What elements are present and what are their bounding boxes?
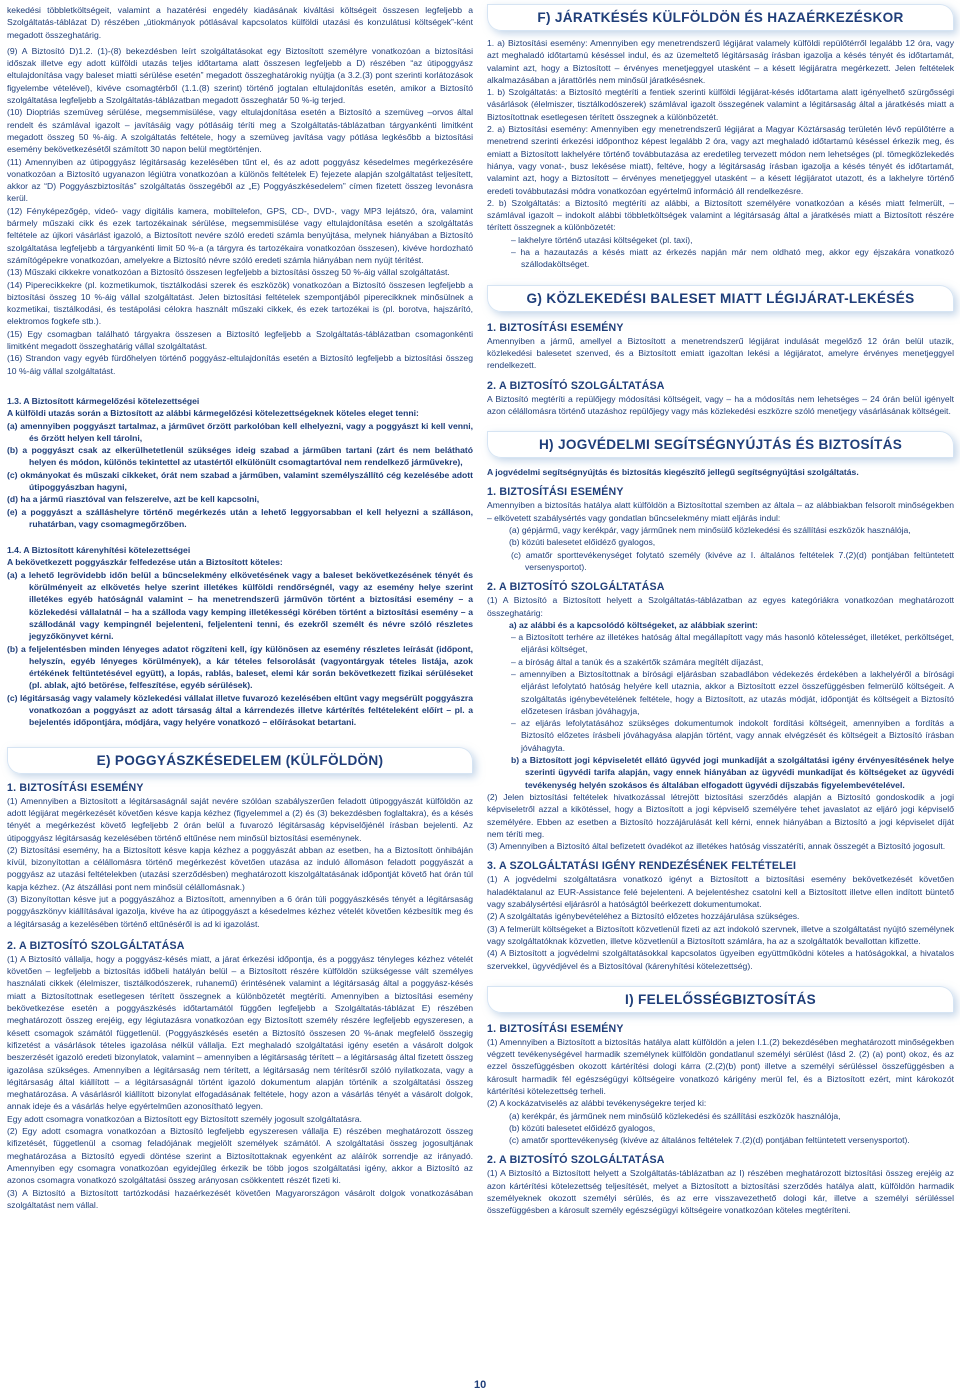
i1-lead: (1) Amennyiben a Biztosított a biztosítás hatálya alatt külföldön a jelen I.1.(2) bekezdésében meghatározott minőségekben végzett tevékenységével harmadik személynek külföldön gondatlanul személyi sérülést (lásd 2. (2) (a) pont) okoz, és az ezzel összefüggésben okozott kártérítési dologi kárra (2.(2)(b) pont) illetve a személyi sérüléssel összefüggésben a károsult harmadik fél egészségügyi költségeire vonatkozó kárigény merül fel, és a Biztosított ezért, mint károkozót kártérítési kötelezettség terheli. [487,1036,954,1096]
e1-heading: 1. BIZTOSÍTÁSI ESEMÉNY [7,781,144,794]
g1-heading: 1. BIZTOSÍTÁSI ESEMÉNY [487,321,624,334]
h3-para-3: (3) A felmerült költségeket a Biztosított közvetlenül fizeti az azt indokoló szervnek, illetve a szolgáltatást nyújtó személynek vagy szolgáltatóknak közvetlen, illetve közvetlenül a Biztosított számlára, ha az a szolgáltatók bevallottan kifizette. [487,923,954,946]
g1-text: Amennyiben a jármű, amellyel a Biztosított a menetrendszerű légijárat indulását megelőző 12 órán belül utazik, közlekedési balesetet szenved, és a Biztosított emiatt igazoltan lekési a légijáratot, amelyre érvényes menetjeggyel rendelkezett. [487,335,954,371]
h2-b: b) a Biztosított jogi képviseletét ellátó ügyvéd jogi munkadíját a szolgáltatási igény érvényesítésének helye szerinti ügyvédi tarifa alapján, vagy ennek hiányában az ügyvédi munkadíjat és költségeket az ügyvédi tevékenység helyén szokásos és általában elfogadott ügyvédi díjszabás figyelembevételével. [511,755,954,790]
dash-item: – ha a hazautazás a késés miatt az érkezés napján már nem oldható meg, akkor egy éjszakára vonatkozó szállodaköltséget. [511,247,954,270]
section-i-banner: I) FELELŐSSÉGBIZTOSÍTÁS [487,986,954,1013]
rule-11: (11) Amennyiben az útipoggyász légitársaság kezelésében tűnt el, és az adott poggyász késedelmes megérkezésére vonatkozóan a Biztosító ugyanazon légiútra vonatkozóan a különös feltételek E) fejezete alapján szolgáltatást teljesített, akkor az “D) Poggyászbiztosítás” szolgáltatás összegéből az „E) Poggyászkésedelem” címen fizetett összeg levonásra kerül. [7,156,473,204]
e2-para-4: (3) A Biztosító a Biztosított tartózkodási hazaérkezését követően Magyarországon vásárolt dolgok vonatkozásában szolgáltatást nem vállal. [7,1187,473,1210]
section-e-banner: E) POGGYÁSZKÉSEDELEM (KÜLFÖLDÖN) [7,747,473,774]
h2-heading: 2. A BIZTOSÍTÓ SZOLGÁLTATÁSA [487,581,665,594]
list-item: (a) amennyiben poggyászt tartalmaz, a járművet őrzött parkolóban kell elhelyezni, vagy a poggyászt ki kell venni, és őrzött helyen kell tárolni, [7,420,473,443]
h3-para-4: (4) A Biztosított a jogvédelmi szolgáltatásokkal kapcsolatos ügyeiben együttműködni köteles a hatóságokkal, a hivatalos szervekkel, ügyvédjével és a Biztosítóval (kárenyhítési kötelezettség). [487,948,954,971]
h2-a-title: a) az alábbi és a kapcsolódó költségeket, az alábbiak szerint: [509,619,758,630]
section-g-banner: G) KÖZLEKEDÉSI BALESET MIATT LÉGIJÁRAT-LEKÉSÉS [487,285,954,312]
e2-heading: 2. A BIZTOSÍTÓ SZOLGÁLTATÁSA [7,939,185,952]
h2-lead: (1) A Biztosító a Biztosított helyett a Szolgáltatás-táblázatban az egyes kategóriákra vonatkozóan meghatározott összeghatárig: [487,595,954,618]
f-para-2b: 2. b) Szolgáltatás: a Biztosító megtéríti az alábbi, a Biztosított személyére vonatkozóan a késés miatt felmerült, – számlával igazolt – indokolt alábbi többletköltségek valamint a légitársaság által a járatkésés miatt a Biztosított részére térített összegnek a különbözetét: [487,197,954,233]
page-number: 10 [474,1379,487,1391]
h3-heading: 3. A SZOLGÁLTATÁSI IGÉNY RENDEZÉSÉNEK FELTÉTELEI [487,860,797,873]
f-para-1a: 1. a) Biztosítási esemény: Amennyiben egy menetrendszerű légijárat valamely külföldi repülőtérről legalább 12 óra, vagy azt meghaladó időtartamú késéssel indul, és az üzemeltető légitársaság írásban igazolja a késés tényét és időtartamát, valamint azt, hogy a Biztosított – érvényes menetjeggyel utasként – a késett légijáratra megérkezett. Jelen feltételek alkalmazásában a járattörlés nem minősül járatkésésnek. [487,38,954,85]
rule-9: (9) A Biztosító D)1.2. (1)-(8) bekezdésben leírt szolgáltatásokat egy Biztosított személyre vonatkozóan a biztosítási időszak illetve egy adott külföldi utazás teljes időtartama alatt összesen legfeljebb a D) részében “az útipoggyász eltulajdonítása vagy baleset miatti sérülése esetén” megadott összeghatárokig nyújtja (a 3.2.(3) pont szerinti korlátozások figyelembe vételével), kivéve csomagtérből (1.1.(8) szerint) történő jogtalan eltulajdonítás esetén, amikor a Biztosító szolgáltatása legfeljebb a Szolgáltatás-táblázatban megadott összeghatár 50 %-ig terjed. [7,45,473,106]
i1-heading: 1. BIZTOSÍTÁSI ESEMÉNY [487,1022,624,1035]
rule-12: (12) Fényképezőgép, videó- vagy digitális kamera, mobiltelefon, GPS, CD-, DVD-, vagy MP3 lejátszó, óra, valamint bármely műszaki cikk és ezek tartozékainak sérülése, megsemmisülése vagy eltulajdonítása esetén a szolgáltatás feltétele az újkori vásárlást igazoló, a Biztosított nevére szóló eredeti számla benyújtása, melynek hiányában a Biztosító szolgáltatása legfeljebb a tárgyankénti limit 50 %-a (a tárgyra és tartozékaira vonatkozóan összesen), kivéve hordozható számítógépekre vonatkozóan, amelyekre a Biztosító névre szóló eredeti számla hiányában nem nyújt térítést. [7,205,473,265]
dash-item: – lakhelyre történő utazási költségeket (pl. taxi), [511,234,693,245]
h2-para-2: (2) Jelen biztosítási feltételek hivatkozással létrejött biztosítási szerződés alapján a Biztosító gondoskodik a jogi képviseletről azzal a kikötéssel, hogy a Biztosított a jogi képviselő személyére tehet javaslatot az eljáró jogi képviselő személyére. Ebben az esetben a Biztosító hozzájárulását kell kérni, ennek hiányában a Biztosító a jogi képviselet díját nem téríti meg. [487,791,954,839]
g2-text: A Biztosító megtéríti a repülőjegy módosítási költségeit, vagy – ha a módosítás nem lehetséges – 24 órán belül igényelt azon célállomásra történő utazáshoz repülőjegy vagy más közlekedési eszközre szóló menetjegy vásárlásának költségeit. [487,393,954,416]
list-item: (e) a poggyászt a szálláshelyre történő megérkezés után a lehető leggyorsabban el kell helyezni a szálláson, ruhatárban, vagy csomagmegőrzőben. [7,506,473,529]
section-h-banner: H) JOGVÉDELMI SEGÍTSÉGNYÚJTÁS ÉS BIZTOSÍTÁS [487,431,954,458]
list-item: (b) a feljelentésben minden lényeges adatot rögzíteni kell, így különösen az esemény részletes leírását (időpont, helyszín, egyéb lényeges körülmények), a kár tételes felsorolását (vagyontárgyak tételes listája, azok értékének feltüntetésével együtt), a lopás, rablás, baleset, elemi kár során bekövetkezett fizikai sérüléseket (pl. ablak, ajtó betörése, felfeszítése, egyéb sérülések). [7,643,473,691]
rule-13: (13) Műszaki cikkekre vonatkozóan a Biztosító összesen legfeljebb a biztosítási összeg 50 %-áig vállal szolgáltatást. [7,267,450,278]
right-column [487,4,954,1217]
e1-para-1: (1) Amennyiben a Biztosított a légitársaságnál saját nevére szólóan szabályszerűen feladott útipoggyászát külföldön az adott légijárat megérkezését követően késve kapja kézhez (figyelemmel a (2) és (3) bekezdésben foglaltakra), és a késés tényét a megérkezést követő legfeljebb 2 órán belül a fuvarozó légitársaság képviselőjénél írásban bejelenti. Az útipoggyász légitársaság kezelésében történő eltűnése nem minősül biztosítási eseménynek. [7,795,473,843]
list-item: (c) amatőr sporttevékenységet folytató személy (kivéve az I. általános feltételek 7.(2)(d) pontjában feltüntetett versenysportot). [511,549,954,572]
rule-10: (10) Dioptriás szemüveg sérülése, megsemmisülése, vagy eltulajdonítása esetén a Biztosító a szemüveg –orvos által rendelt és számlával igazolt – javításáig vagy pótlásáig téríti meg a Szolgáltatás-táblázatban tárgyankénti limitként megadott összeg 50 %-áig. A szolgáltatás feltétele, hogy a szemüveg javítása vagy pótlása legkésőbb a biztosítási esemény bekövetkezésétől számított 30 napon belül megtörténjen. [7,107,473,155]
dash-item: – az eljárás lefolytatásához szükséges dokumentumok indokolt fordítási költségeit, amennyiben a fordítás a Biztosító előzetes írásbeli jóváhagyása alapján történt, vagy annak elvégzését és költségeit a Biztosító írásban jóváhagyta. [511,718,954,753]
e2-para-3: (2) Egy adott csomagra vonatkozóan a Biztosító legfeljebb egyszeresen vállalja E) részében meghatározott összeg kifizetését, függetlenül a csomag feladójának megjelölt személyek számától. A szolgáltatási összeg jogosultjának meghatározása a Biztosító egyedi döntése szerint a Biztosítottaknak egyenként az aláírók sorrendje az irányadó. Amennyiben egy csomagra vonatkozóan egyidejűleg érkezik be több jogos szolgáltatási igény, akkor a Biztosító az azonos csomagra vonatkozó szolgáltatási összeg arányosan csökkentett részét fizeti ki. [7,1126,473,1186]
intro-paragraph: kekedési többletköltségeit, valamint a hazatérési engedély kiadásának kiváltási költségeit összesen legfeljebb a Szolgáltatás-táblázat D) részében „útiokmányok pótlásával kapcsolatos külföldi utazási és konzulátusi költségek”-ként megadott összeghatárig. [7,5,473,40]
list-item: (a) gépjármű, vagy kerékpár, vagy járműnek nem minősülő közlekedési és szállítási eszközök használója, [509,525,911,536]
h1-text: Amennyiben a biztosítás hatálya alatt külföldön a Biztosítottal szemben az általa – az alábbiakban felsorolt minőségekben – elkövetett szabálysértés vagy gondatlan bűncselekmény miatt eljárás indul: [487,500,954,523]
section-1-4-lead: A bekövetkezett poggyászkár felfedezése után a Biztosított köteles: [7,557,283,568]
list-item: (b) közúti balesetet előidéző gyalogos, [509,1122,656,1133]
section-1-3-lead: A külföldi utazás során a Biztosított az alábbi kármegelőzési kötelezettségeknek köteles eleget tenni: [7,408,419,419]
f-para-2a: 2. a) Biztosítási esemény: Amennyiben egy menetrendszerű légijárat a Magyar Köztársaság területén lévő repülőtérre a menetrend szerinti érkezési időponthoz képest legalább 2 óra, vagy azt meghaladó időtartamú késéssel érkezik meg, és emiatt a Biztosított lakhelyére történő továbbutazása az eredetileg tervezett módon nem lehetséges (pl. tömegközlekedés hiánya, vagy vonat-, busz lekésése miatt), feltéve, hogy a légitársaság írásban igazolja a késés tényét és időtartamát, valamint azt, hogy a Biztosított – érvényes menetjeggyel utasként – a késett légijáratot utazott, és a lakhelyre történő eredeti továbbutazási módra vonatkozóan egyértelmű információ áll rendelkezésre. [487,124,954,196]
i1-sub: (2) A kockázatviselés az alábbi tevékenységekre terjed ki: [487,1098,707,1109]
left-column [7,4,473,1211]
list-item: (a) a lehető legrövidebb időn belül a bűncselekmény elkövetésének vagy a baleset bekövetkezésének tényét és körülményeit az elkövetés helye szerint illetékes külföldi rendőrségnél, vagy az esemény helye szerint illetékes egyéb hatóságnál valamint – ha menetrendszerű járművön történt a biztosítási esemény – a közlekedési vállalatnál – ha a szálloda vagy kemping illetékességi körében történt a biztosítási esemény – a szállodánál vagy kempingnél bejelenteni, feljelenteni tenni, és ezekről személt és névre szóló részletes jegyzőkönyvet kérni. [7,569,473,642]
dash-item: – a bíróság által a tanúk és a szakértők számára megítélt díjazást, [511,656,764,667]
section-f-banner: F) JÁRATKÉSÉS KÜLFÖLDÖN ÉS HAZAÉRKEZÉSKOR [487,4,954,31]
i2-text: (1) A Biztosító a Biztosított helyett a Szolgáltatás-táblázatban az I) részében meghatározott biztosítási összeg erejéig az azon kártérítési kötelezettség teljesítését, melyet a Biztosított a biztosítási szerződés hatálya alatt, külföldön harmadik személyeknek okozott személyi sérülés, és az erre visszavezethető dologi kár, illetve a személyi sérüléssel összefüggésben a károsult személy egészségügyi költségeire vonatkozóan köteles megtéríteni. [487,1168,954,1216]
rule-15: (15) Egy csomagban található tárgyakra összesen a Biztosító legfeljebb a Szolgáltatás-táblázatban csomagonkénti limitként megadott összeghatárig vállal szolgáltatást. [7,328,473,352]
list-item: (c) amatőr sporttevékenység (kivéve az általános feltételek 7.(2)(d) pontjában feltüntetett versenysportot). [509,1135,910,1146]
h3-para-1: (1) A jogvédelmi szolgáltatásra vonatkozó igényt a Biztosított a biztosítási esemény bekövetkezését követően haladéktalanul az EUR-Assistance felé bejelenteni. A bejelentéshez csatolni kell a Biztosított illetve ellen indított büntető vagy szabálysértési eljárásról a hatóságtól beérkezett dokumentumokat. [487,874,954,910]
e2-para-2: Egy adott csomagra vonatkozóan a Biztosított egy Biztosított személy jogosult szolgáltatásra. [7,1113,362,1124]
f-para-1b: 1. b) Szolgáltatás: a Biztosító megtéríti a fentiek szerinti külföldi légijárat-késés időtartama alatt igényelhető szürgősségi vásárlások (élelmiszer, tisztálkodószerek) számlával igazolt összegének valamint a légitársaság által a járatkésés miatt a Biztosítottnak esetlegesen térített összegnek a különbözetét. [487,87,954,122]
rule-16: (16) Strandon vagy egyéb fürdőhelyen történő poggyász-eltulajdonítás esetén a Biztosító legfeljebb a biztosítási összeg 10 %-áig vállal szolgáltatást. [7,353,473,376]
list-item: (c) okmányokat és műszaki cikkeket, órát nem szabad a járműben, valamint személyszállító cég kezelésébe adott útipoggyászban hagyni, [7,469,473,492]
e1-para-3: (3) Bizonyítottan késve jut a poggyászához a Biztosított, amennyiben a 6 órán túli poggyászkésés tényét a légitársaság poggyászkönyv kiállításával igazolja, kivéve ha az útipoggyászt a késedelmes kézhez vételét követően kézbesítik meg és a légitársaság a kezelésében történő eltűnéséről is ad ki igazolást. [7,894,473,929]
list-item: (b) közúti balesetet előidéző gyalogos, [509,537,656,548]
h2-para-3: (3) Amennyiben a Biztosító által befizetett óvadékot az illetékes hatóság visszatéríti, annak összegét a Biztosító jogosult. [487,841,946,852]
i2-heading: 2. A BIZTOSÍTÓ SZOLGÁLTATÁSA [487,1154,665,1167]
list-item: (a) kerékpár, és járműnek nem minősülő közlekedési és szállítási eszközök használója, [509,1110,841,1121]
list-item: (d) ha a jármű riasztóval van felszerelve, azt be kell kapcsolni, [7,494,260,505]
section-1-3-title: 1.3. A Biztosított kármegelőzési kötelezettségei [7,395,200,406]
h3-para-2: (2) A szolgáltatás igénybevételéhez a Biztosító előzetes hozzájárulása szükséges. [487,911,800,922]
rule-14: (14) Piperecikkekre (pl. kozmetikumok, tisztálkodási szerek és eszközök) vonatkozóan a Biztosító összesen legfeljebb a biztosítási összeg 10 %-áig vállal szolgáltatást. Jelen biztosítási feltételek szempontjából piperecikknek minősülnek a kozmetikai, tisztálkodási, és testápolási célokra használt műszaki cikkek, és ezek tartozékai is (pl. borotva, hajszárító, elektromos fogkefe stb.). [7,279,473,327]
list-item: (b) a poggyászt csak az elkerülhetetlenül szükséges ideig szabad a járműben tartani (zárt és nem belátható helyen és módon, különös tekintettel az utastértől elkülönült csomagtartóval nem rendelkező járművekre), [7,445,473,468]
g2-heading: 2. A BIZTOSÍTÓ SZOLGÁLTATÁSA [487,379,665,392]
list-item: (c) légitársaság vagy valamely közlekedési vállalat illetve fuvarozó kezelésében eltűnt vagy megsérült poggyászra vonatkozóan a poggyászt az adott társaság által a kárrendezés illetve kártérítés feltételeként előírt – pl. a bejelentés időpontjára, módjára, vagy helyére vonatkozó – előírásokat betartani. [7,692,473,728]
section-1-4-title: 1.4. A Biztosított kárenyhítési kötelezettségei [7,545,191,556]
dash-item: – amennyiben a Biztosítottnak a bírósági eljárásban szabadlábon védekezés érdekében a lakhelyéről a bírósági eljárást lefolytató hatóság helyére kell utaznia, akkor a Biztosított ezzel összefüggésben felmerülő költségeit. A szolgáltatás igénybevételének feltétele, hogy a Biztosított, az utazás módját, időpontját és költségeit a Biztosító előzetesen írásban jóváhagyja, [511,668,954,716]
e1-para-2: (2) Biztosítási esemény, ha a Biztosított késve kapja kézhez a poggyászát abban az esetben, ha a Biztosított önhibáján kívül, bizonyítottan a célállomásra történő megérkezést követően utazása az induló állomáson feladott poggyászát a poggyász az utazási feltételekben (utazási szerződésben) meghatározott kiszolgáltatásának időpontját követő hat órán túl kapja kézhez. (Az átszállási pont nem minősül célállomásnak.) [7,844,473,892]
dash-item: – a Biztosított terhére az illetékes hatóság által megállapított vagy más hasonló kötelességet, illetéket, perköltséget, eljárási költséget, [511,632,954,655]
h-lead: A jogvédelmi segítségnyújtás és biztosítás kiegészítő jellegű segítségnyújtási szolgáltatás. [487,467,859,478]
e2-para-1: (1) A Biztosító vállalja, hogy a poggyász-késés miatt, a járat érkezési időpontja, és a poggyász tényleges kézhez vételét követően – legfeljebb a biztosítás időbeli hatályán belül – a Biztosított részére külföldön szükségesse vált személyes használati cikkek (élelmiszer, tisztálkodószerek, ruhanemű) érintésének valamint a légitársaság által a poggyász-késés miatt a Biztosítottnak esetlegesen térített összegnek a különbözetét megtéríti. Amennyiben a biztosítási esemény bekövetkezése esetén a poggyászkésés időtartamától függően legfeljebb a Szolgáltatás-táblázat E) részében meghatározott összeg erejéig, egy légiutazásra vonatkozóan egy Biztosított személy részére legfeljebb egyszeresen, a késett csomagok számától függetlenül. (Poggyászkésés esetén a Biztosító összesen 20 %-ának megfelelő összegig kifizetést a vásárlások tételes igazolása nélkül vállalja. Ezt meghaladó szolgáltatási igény esetén a vásárolt dolgok beszerzését igazoló eredeti bizonylatok, valamint – amennyiben a légitársaság térített – a légitársaság által fizetett összeg igazolása szükséges. Amennyiben a légitársaság nem térített, a légitársaság nem térítésről szóló nyilatkozata, vagy a légitársaság által kiállított – a légitársaságnál történt igazoló dokumentum alapján történik a szolgáltatási összeg meghatározása. A vásárlásról kiállított bizonylat elfogadásának feltétele, hogy azon a vásárlás tényét a vásárolt dolgok, annak ideje és a vásárlás helye egyértelműen azonosítható legyen. [7,953,473,1112]
h1-heading: 1. BIZTOSÍTÁSI ESEMÉNY [487,486,624,499]
